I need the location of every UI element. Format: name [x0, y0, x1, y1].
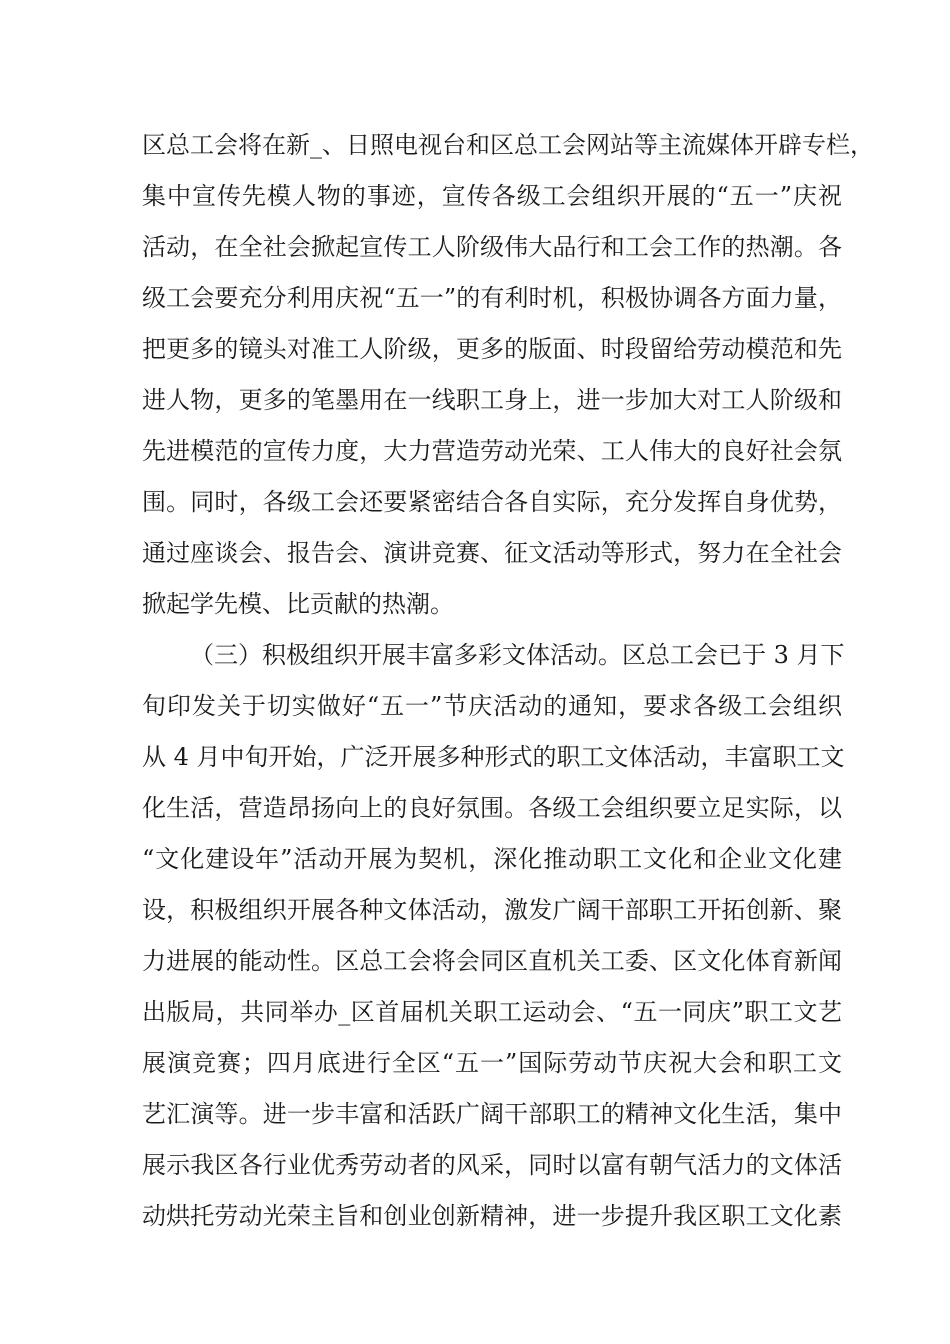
text-line: 区总工会将在新_、日照电视台和区总工会网站等主流媒体开辟专栏， — [142, 131, 874, 159]
text-line: 化生活，营造昂扬向上的良好氛围。各级工会组织要立足实际，以 — [142, 794, 842, 822]
text-line: 设，积极组织开展各种文体活动，激发广阔干部职工开拓创新、聚 — [142, 896, 842, 924]
text-line: 力进展的能动性。区总工会将会同区直机关工委、区文化体育新闻 — [142, 947, 842, 975]
text-line: 展示我区各行业优秀劳动者的风采，同时以富有朝气活力的文体活 — [142, 1151, 842, 1179]
text-line: 艺汇演等。进一步丰富和活跃广阔干部职工的精神文化生活，集中 — [142, 1100, 842, 1128]
text-line: 围。同时，各级工会还要紧密结合各自实际，充分发挥自身优势， — [142, 488, 842, 516]
text-line: “文化建设年”活动开展为契机，深化推动职工文化和企业文化建 — [142, 845, 842, 873]
text-line: 掀起学先模、比贡献的热潮。 — [142, 590, 454, 618]
text-line: 活动，在全社会掀起宣传工人阶级伟大品行和工会工作的热潮。各 — [142, 233, 842, 261]
text-line: 动烘托劳动光荣主旨和创业创新精神，进一步提升我区职工文化素 — [142, 1202, 842, 1230]
text-line: （三）积极组织开展丰富多彩文体活动。区总工会已于 3 月下 — [190, 641, 845, 669]
text-line: 从 4 月中旬开始，广泛开展多种形式的职工文体活动，丰富职工文 — [142, 743, 845, 771]
text-line: 集中宣传先模人物的事迹，宣传各级工会组织开展的“五一”庆祝 — [142, 182, 842, 210]
text-line: 先进模范的宣传力度，大力营造劳动光荣、工人伟大的良好社会氛 — [142, 437, 842, 465]
text-line: 级工会要充分利用庆祝“五一”的有利时机，积极协调各方面力量， — [142, 284, 842, 312]
text-line: 旬印发关于切实做好“五一”节庆活动的通知，要求各级工会组织 — [142, 692, 842, 720]
text-line: 展演竞赛；四月底进行全区“五一”国际劳动节庆祝大会和职工文 — [142, 1049, 842, 1077]
text-line: 出版局，共同举办_区首届机关职工运动会、“五一同庆”职工文艺 — [142, 998, 842, 1026]
text-line: 进人物，更多的笔墨用在一线职工身上，进一步加大对工人阶级和 — [142, 386, 842, 414]
text-line: 把更多的镜头对准工人阶级，更多的版面、时段留给劳动模范和先 — [142, 335, 842, 363]
text-line: 通过座谈会、报告会、演讲竞赛、征文活动等形式，努力在全社会 — [142, 539, 842, 567]
